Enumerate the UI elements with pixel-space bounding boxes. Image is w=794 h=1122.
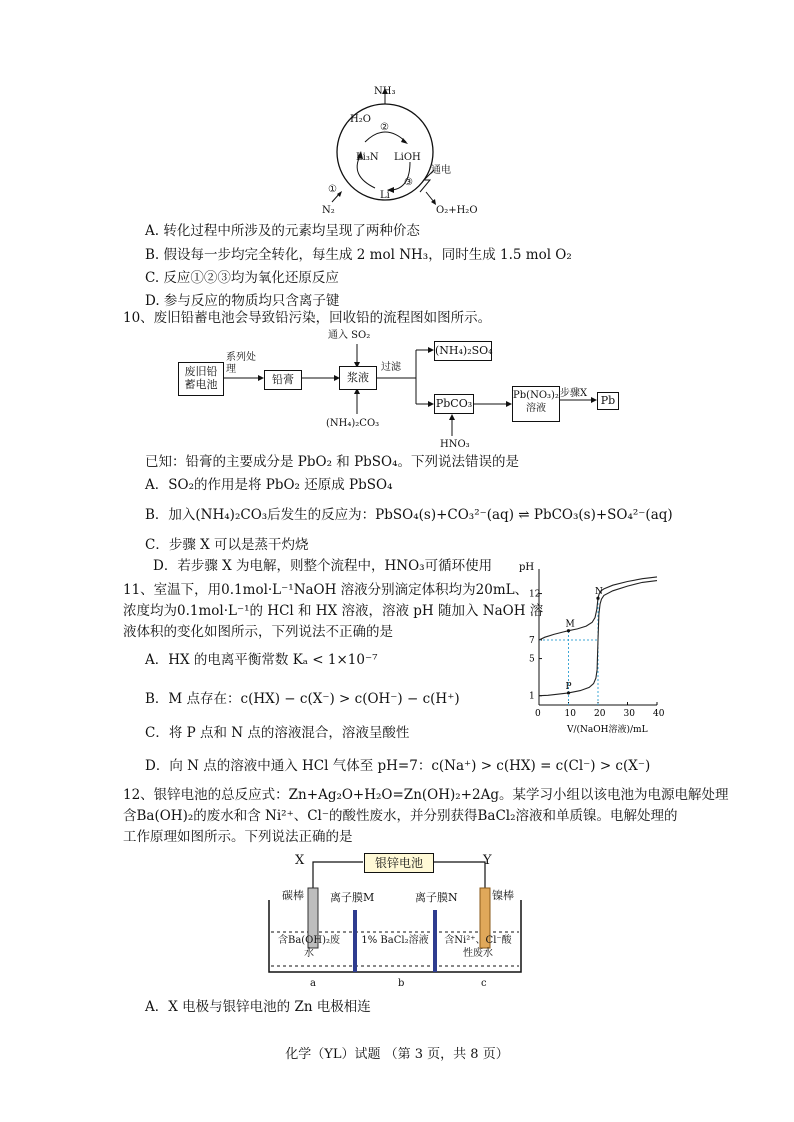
- chart-y-tick-label: 1: [529, 691, 535, 702]
- membrane-n-label: 离子膜N: [415, 891, 458, 904]
- q12-option-a: A．X 电极与银锌电池的 Zn 电极相连: [145, 999, 371, 1015]
- q11-option-a: A．HX 的电离平衡常数 Kₐ < 1×10⁻⁷: [145, 652, 378, 668]
- q12-stem-1: 12、银锌电池的总反应式：Zn+Ag₂O+H₂O=Zn(OH)₂+2Ag。某学习小组以该电池为电源电解处理: [123, 787, 729, 803]
- membrane-m-label: 离子膜M: [330, 891, 375, 904]
- nickel-rod-label: 镍棒: [492, 889, 514, 902]
- nh3-label: NH₃: [374, 86, 396, 97]
- titration-chart: [515, 560, 665, 735]
- carbon-rod-label: 碳棒: [282, 889, 304, 902]
- page-footer: 化学（YL）试题 （第 3 页，共 8 页）: [285, 1047, 509, 1062]
- chart-x-tick-label: 20: [594, 709, 606, 719]
- li-label: Li: [380, 190, 390, 201]
- battery-ag-zn-box: [364, 853, 434, 873]
- q11-stem-2: 浓度均为0.1mol·L⁻¹的 HCl 和 HX 溶液，溶液 pH 随加入 NaOH 溶: [123, 603, 544, 619]
- solution-c-label: 含Ni²⁺、Cl⁻酸性废水: [444, 935, 512, 959]
- lioh-label: LiOH: [394, 152, 421, 163]
- chart-y-tick-label: 7: [529, 636, 535, 646]
- q12-stem-3: 工作原理如图所示。下列说法正确的是: [123, 829, 353, 845]
- region-a-label: a: [310, 978, 316, 989]
- step1-label: ①: [328, 184, 337, 195]
- elec-label: 通电: [431, 165, 451, 176]
- q10-option-c: C．步骤 X 可以是蒸干灼烧: [145, 537, 309, 553]
- battery-ag-zn-label: 银锌电池: [374, 856, 423, 870]
- q9-option-c: C. 反应①②③均为氧化还原反应: [145, 270, 339, 286]
- o2h2o-label: O₂+H₂O: [436, 205, 478, 216]
- solution-b-label: 1% BaCl₂溶液: [361, 935, 429, 946]
- solution-a-label: 含Ba(OH)₂废水: [277, 935, 341, 959]
- cell-y-label: Y: [483, 853, 492, 868]
- paste-label: 铅膏: [272, 373, 294, 386]
- nh4so4-box: [434, 341, 492, 361]
- q11-option-c: C．将 P 点和 N 点的溶液混合，溶液呈酸性: [145, 725, 410, 741]
- q10-option-d: D．若步骤 X 为电解，则整个流程中，HNO₃可循环使用: [153, 558, 493, 574]
- nh4so4-label: (NH₄)₂SO₄: [435, 344, 493, 357]
- pbno3-label: Pb(NO₃)₂溶液: [513, 390, 559, 414]
- li3n-label: Li₃N: [356, 152, 379, 163]
- hno3-label: HNO₃: [440, 439, 470, 450]
- q9-option-a: A. 转化过程中所涉及的元素均呈现了两种价态: [145, 223, 420, 239]
- chart-point-label-N: N: [595, 587, 603, 598]
- step2-label: ②: [380, 122, 389, 133]
- q10-option-b: B．加入(NH₄)₂CO₃后发生的反应为：PbSO₄(s)+CO₃²⁻(aq) ⇌ PbCO₃(s)+SO₄²⁻(aq): [145, 507, 673, 523]
- chart-point-label-M: M: [565, 619, 575, 630]
- nh4co3-label: (NH₄)₂CO₃: [326, 418, 380, 429]
- pb-label: Pb: [600, 394, 616, 407]
- filter-label: 过滤: [381, 362, 401, 373]
- q11-option-d: D．向 N 点的溶液中通入 HCl 气体至 pH=7：c(Na⁺) > c(HX) = c(Cl⁻) > c(X⁻): [145, 758, 651, 774]
- q11-option-b: B．M 点存在：c(HX) − c(X⁻) > c(OH⁻) − c(H⁺): [145, 691, 460, 707]
- chart-x-tick-label: 0: [535, 709, 541, 719]
- pb-box: [597, 392, 619, 410]
- cell-x-label: X: [295, 853, 305, 868]
- chart-xlabel: V/(NaOH溶液)/mL: [567, 725, 648, 735]
- q9-option-b: B. 假设每一步均完全转化，每生成 2 mol NH₃，同时生成 1.5 mol O₂: [145, 247, 572, 263]
- n2-label: N₂: [322, 205, 335, 216]
- region-c-label: c: [481, 978, 487, 989]
- chart-x-tick-label: 40: [653, 709, 665, 719]
- chart-x-tick-label: 30: [623, 709, 635, 719]
- pbco3-label: PbCO₃: [435, 397, 473, 410]
- chart-x-tick-label: 10: [564, 709, 576, 719]
- q10-stem: 10、废旧铅蓄电池会导致铅污染，回收铅的流程图如图所示。: [123, 310, 492, 326]
- q10-option-a: A．SO₂的作用是将 PbO₂ 还原成 PbSO₄: [145, 477, 393, 493]
- q12-stem-2: 含Ba(OH)₂的废水和含 Ni²⁺、Cl⁻的酸性废水，并分别获得BaCl₂溶液和单质镍。电解处理的: [123, 808, 678, 824]
- q9-option-d: D. 参与反应的物质均只含离子键: [145, 293, 340, 309]
- battery-box: [178, 362, 224, 396]
- q10-known: 已知：铅膏的主要成分是 PbO₂ 和 PbSO₄。下列说法错误的是: [145, 454, 520, 470]
- chart-ylabel: pH: [519, 562, 535, 573]
- region-b-label: b: [398, 978, 405, 989]
- chart-y-tick-label: 12: [529, 589, 541, 600]
- chart-y-tick-label: 5: [529, 654, 535, 665]
- battery-label: 废旧铅蓄电池: [184, 365, 218, 391]
- q11-stem-3: 液体积的变化如图所示，下列说法不正确的是: [123, 624, 393, 640]
- step3-label: ③: [404, 177, 413, 188]
- so2-label: 通入 SO₂: [328, 330, 371, 341]
- pbno3-box: [512, 386, 560, 422]
- series-label: 系列处理: [226, 352, 256, 375]
- q11-stem-1: 11、室温下，用0.1mol·L⁻¹NaOH 溶液分别滴定体积均为20mL、: [123, 582, 529, 598]
- h2o-label: H₂O: [350, 114, 371, 125]
- slurry-label: 浆液: [347, 371, 369, 384]
- chart-point-label-P: P: [565, 681, 572, 692]
- stepx-label: 步骤X: [560, 388, 588, 399]
- slurry-box: [339, 366, 377, 390]
- paste-box: [264, 370, 302, 390]
- pbco3-box: [434, 394, 474, 414]
